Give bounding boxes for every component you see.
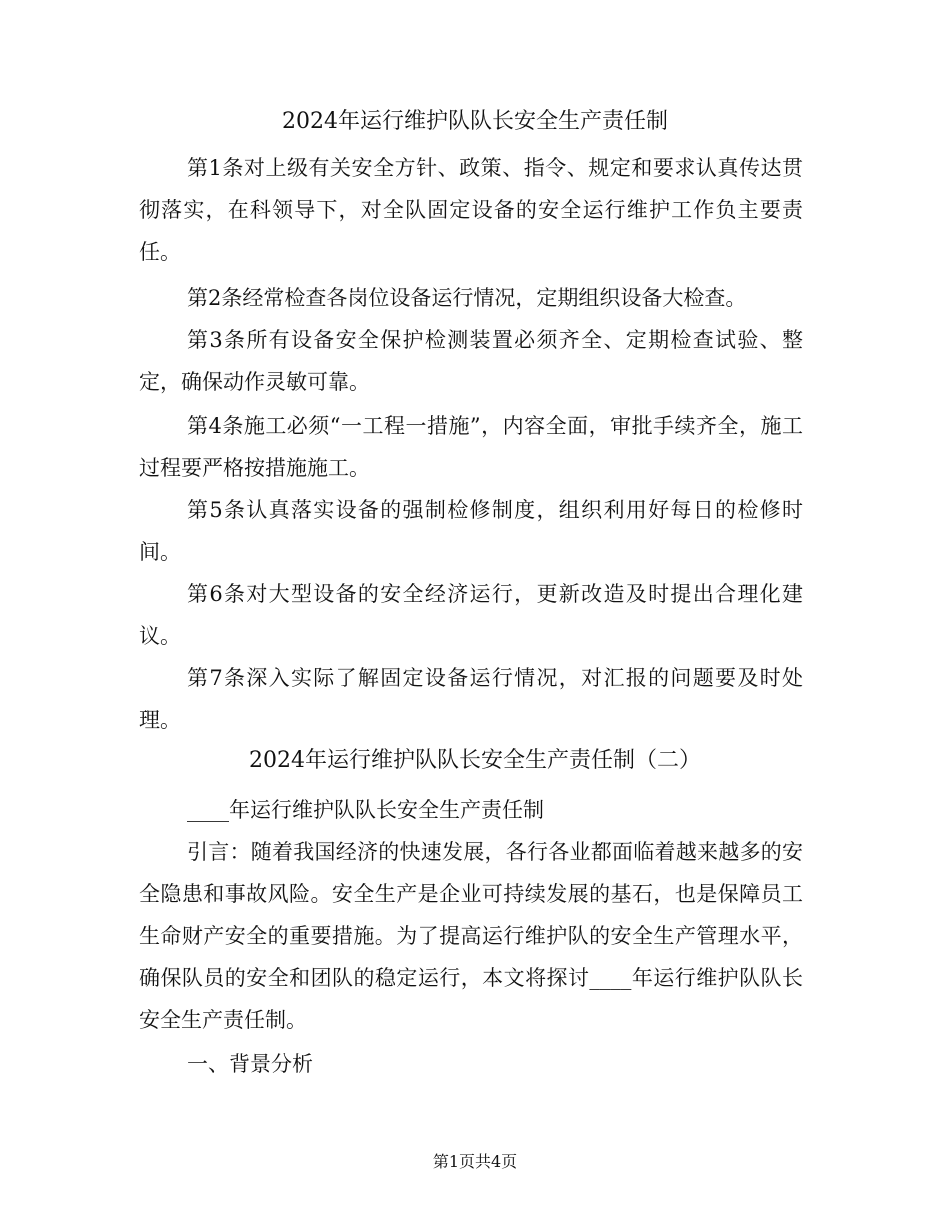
introduction-paragraph: 引言：随着我国经济的快速发展，各行各业都面临着越来越多的安全隐患和事故风险。安全生产是企业可持续发展的基石，也是保障员工生命财产安全的重要措施。为了提高运行维护队的安全生产管理水平，确保队员的安全和团队的稳定运行，本文将探讨____年运行维护队队长安全生产责任制。 — [139, 840, 803, 1032]
document-title: 2024年运行维护队队长安全生产责任制 — [282, 109, 668, 134]
article-6: 第6条对大型设备的安全经济运行，更新改造及时提出合理化建议。 — [139, 582, 803, 648]
article-4: 第4条施工必须“一工程一措施”，内容全面，审批手续齐全，施工过程要严格按措施施工。 — [139, 414, 803, 480]
section-subtitle: ____年运行维护队队长安全生产责任制 — [187, 798, 544, 822]
article-2: 第2条经常检查各岗位设备运行情况，定期组织设备大检查。 — [187, 286, 747, 310]
article-7: 第7条深入实际了解固定设备运行情况，对汇报的问题要及时处理。 — [139, 666, 803, 732]
page-number: 第1页共4页 — [432, 1152, 518, 1171]
article-5: 第5条认真落实设备的强制检修制度，组织利用好每日的检修时间。 — [139, 498, 803, 564]
section-title: 2024年运行维护队队长安全生产责任制（二） — [249, 748, 701, 773]
article-1: 第1条对上级有关安全方针、政策、指令、规定和要求认真传达贯彻落实，在科领导下，对全队固定设备的安全运行维护工作负主要责任。 — [139, 156, 803, 264]
background-heading: 一、背景分析 — [187, 1052, 313, 1076]
article-3: 第3条所有设备安全保护检测装置必须齐全、定期检查试验、整定，确保动作灵敏可靠。 — [139, 328, 803, 394]
